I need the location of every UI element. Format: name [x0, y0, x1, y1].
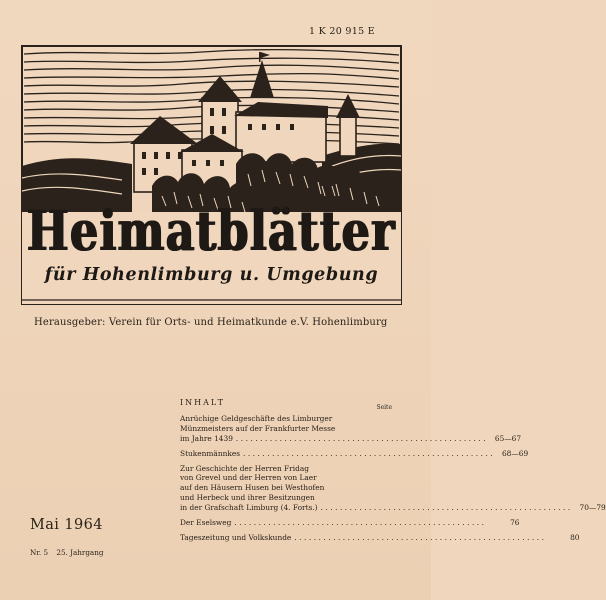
- toc-entry-title: Stukenmännkes: [180, 448, 240, 458]
- issue-number: Nr. 5: [30, 548, 49, 557]
- toc-entry: Anrüchige Geldgeschäfte des Limburger Münzmeisters auf der Frankfurter Messe im Jahre 1439 .................................................... 65—67: [180, 414, 522, 443]
- issue-volume: 25. Jahrgang: [56, 548, 104, 557]
- issue-meta: [30, 548, 103, 557]
- masthead-subtitle: für Hohenlimburg u. Umgebung: [44, 265, 379, 285]
- toc-entry-line: auf den Häusern Husen bei Westhofen: [180, 483, 325, 493]
- toc-entry: Tageszeitung und Volkskunde .................................................... 80: [180, 532, 580, 542]
- toc-entry-pages: 76: [510, 517, 520, 527]
- toc-entry: Der Eselsweg .................................................... 76: [180, 517, 520, 527]
- toc-entry-line: Münzmeisters auf der Frankfurter Messe: [180, 423, 336, 433]
- toc-entry-title: Tageszeitung und Volkskunde: [180, 532, 292, 542]
- catalog-number: 1 K 20 915 E: [309, 26, 375, 37]
- toc-entry: Stukenmännkes .................................................... 68—69: [180, 448, 529, 458]
- toc-entry-title: im Jahre 1439: [180, 433, 233, 443]
- masthead-title: Heimatblätter: [27, 200, 396, 264]
- toc-entry-line: und Herbeck und ihrer Besitzungen: [180, 492, 315, 502]
- castle-woodcut-icon: [22, 46, 401, 304]
- toc-entry-pages: 80: [570, 532, 580, 542]
- toc-entry-line: Anrüchige Geldgeschäfte des Limburger: [180, 414, 333, 423]
- toc-entry-pages: 68—69: [501, 448, 529, 458]
- toc-page-column-label: Seite: [376, 404, 392, 411]
- toc-entry-title: in der Grafschaft Limburg (4. Forts.): [180, 502, 318, 512]
- toc-header: [180, 398, 400, 414]
- table-of-contents: [180, 398, 606, 548]
- toc-heading: INHALT: [180, 398, 225, 407]
- toc-entry-pages: 65—67: [494, 433, 522, 443]
- toc-entry-line: von Grevel und der Herren von Laer: [180, 473, 317, 483]
- toc-entry-title: Der Eselsweg: [180, 517, 232, 527]
- issue-date: Mai 1964: [30, 517, 103, 533]
- publisher-line: Herausgeber: Verein für Orts- und Heimatkunde e.V. Hohenlimburg: [34, 317, 388, 328]
- toc-entry-line: Zur Geschichte der Herren Fridag: [180, 463, 309, 473]
- toc-entry: Zur Geschichte der Herren Fridag von Grevel und der Herren von Laer auf den Häusern Husen bei Westhofen und Herbeck und ihrer Besitzungen in der Grafschaft Limburg (4. Forts.) .................................................... 70—79: [180, 463, 606, 512]
- toc-entry-pages: 70—79: [579, 502, 606, 512]
